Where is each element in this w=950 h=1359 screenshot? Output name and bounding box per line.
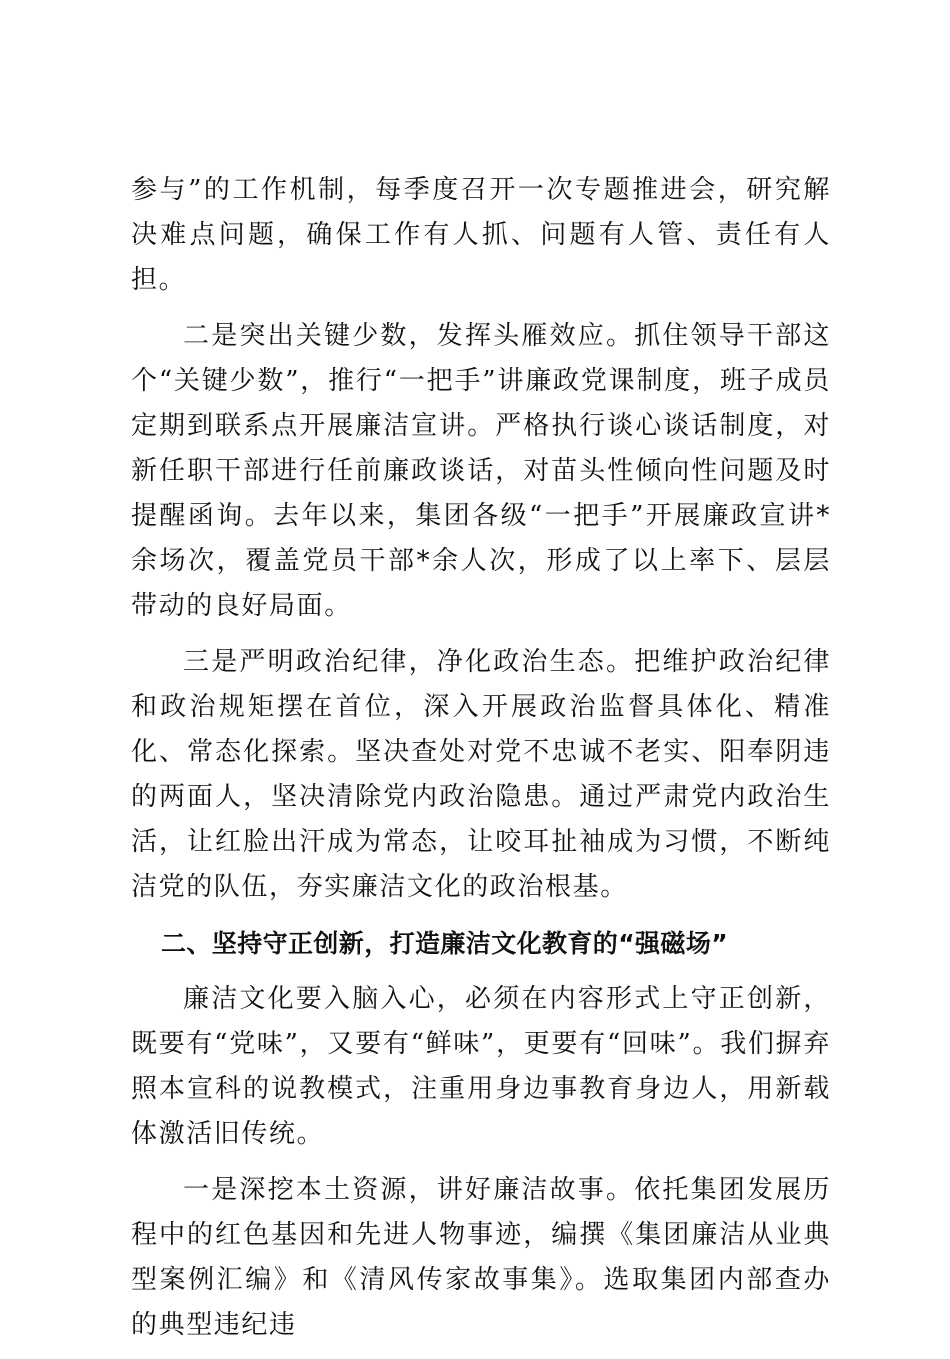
- paragraph-local-resources: 一是深挖本土资源，讲好廉洁故事。依托集团发展历程中的红色基因和先进人物事迹，编撰《集团廉洁从业典型案例汇编》和《清风传家故事集》。选取集团内部查办的典型违纪违: [131, 1175, 831, 1340]
- document-body: [131, 168, 831, 1359]
- paragraph-key-minority: 二是突出关键少数，发挥头雁效应。抓住领导干部这个“关键少数”，推行“一把手”讲廉政党课制度，班子成员定期到联系点开展廉洁宣讲。严格执行谈心谈话制度，对新任职干部进行任前廉政谈话，对苗头性倾向性问题及时提醒函询。去年以来，集团各级“一把手”开展廉政宣讲*余场次，覆盖党员干部*余人次，形成了以上率下、层层带动的良好局面。: [131, 321, 831, 621]
- paragraph-continued: 参与”的工作机制，每季度召开一次专题推进会，研究解决难点问题，确保工作有人抓、问题有人管、责任有人担。: [131, 175, 831, 295]
- paragraph-section-intro: 廉洁文化要入脑入心，必须在内容形式上守正创新，既要有“党味”，又要有“鲜味”，更要有“回味”。我们摒弃照本宣科的说教模式，注重用身边事教育身边人，用新载体激活旧传统。: [131, 984, 831, 1149]
- paragraph-political-discipline: 三是严明政治纪律，净化政治生态。把维护政治纪律和政治规矩摆在首位，深入开展政治监督具体化、精准化、常态化探索。坚决查处对党不忠诚不老实、阳奉阴违的两面人，坚决清除党内政治隐患。通过严肃党内政治生活，让红脸出汗成为常态，让咬耳扯袖成为习惯，不断纯洁党的队伍，夯实廉洁文化的政治根基。: [131, 647, 831, 902]
- section-heading: 二、坚持守正创新，打造廉洁文化教育的“强磁场”: [161, 929, 729, 958]
